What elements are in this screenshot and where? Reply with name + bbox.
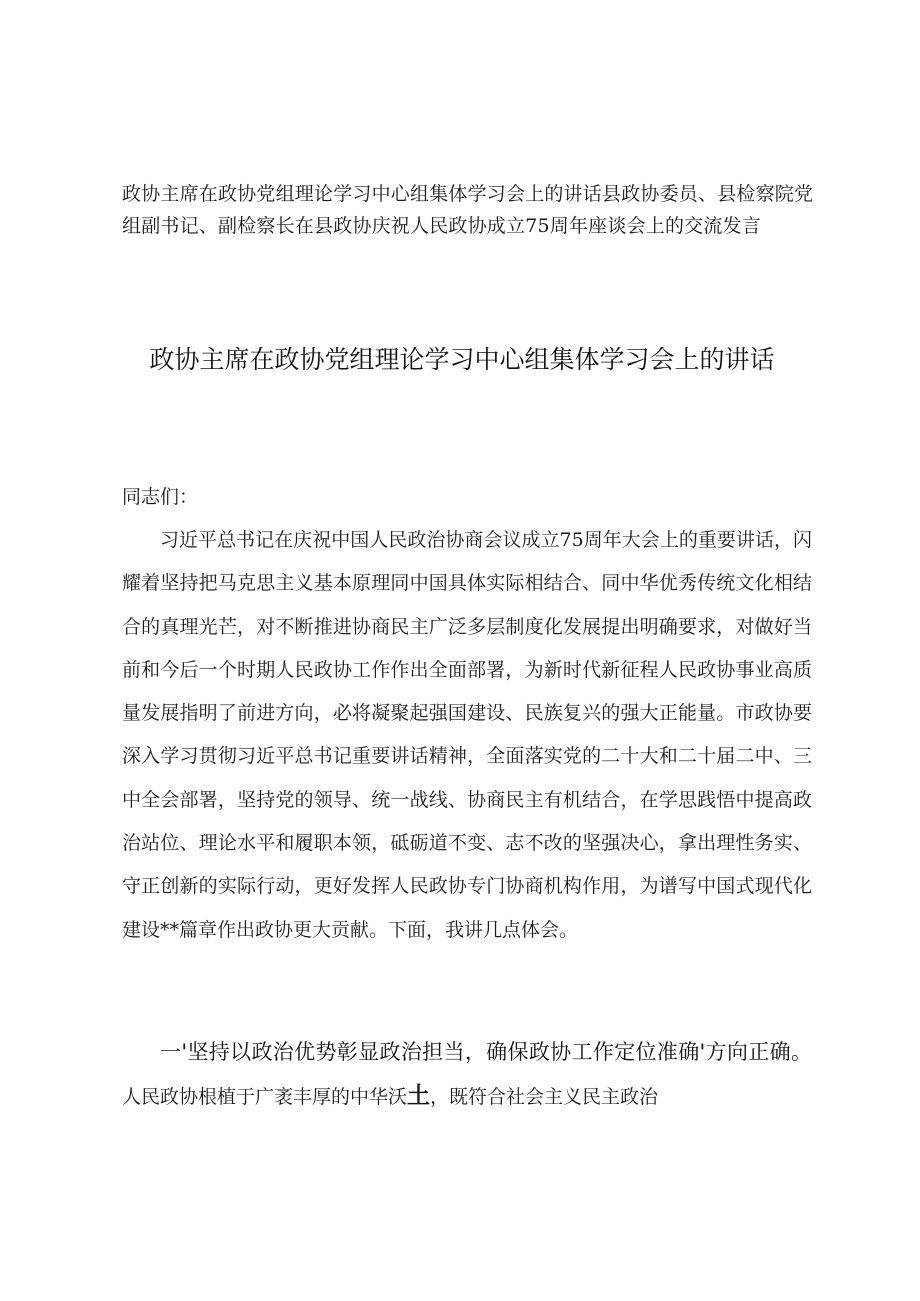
salutation: 同志们： <box>122 486 199 508</box>
section-1-emphasis-char: 土 <box>407 1083 431 1109</box>
section-1-heading: 一'坚持以政治优势彰显政治担当，确保政协工作定位准确'方向正确。 <box>160 1040 812 1064</box>
section-1-paragraph <box>122 1031 812 1119</box>
section-1-text-after: ，既符合社会主义民主政治 <box>430 1086 659 1108</box>
body-paragraph-1: 习近平总书记在庆祝中国人民政治协商会议成立75周年大会上的重要讲话，闪耀着坚持把马克思主义基本原理同中国具体实际相结合、同中华优秀传统文化相结合的真理光芒，对不断推进协商民主广泛多层制度化发展提出明确要求，对做好当前和今后一个时期人民政协工作作出全面部署，为新时代新征程人民政协事业高质量发展指明了前进方向，必将凝聚起强国建设、民族复兴的强大正能量。市政协要深入学习贯彻习近平总书记重要讲话精神，全面落实党的二十大和二十届二中、三中全会部署，坚持党的领导、统一战线、协商民主有机结合，在学思践悟中提高政治站位、理论水平和履职本领，砥砺道不变、志不改的坚强决心，拿出理性务实、守正创新的实际行动，更好发挥人民政协专门协商机构作用，为谱写中国式现代化建设**篇章作出政协更大贡献。下面，我讲几点体会。 <box>122 529 812 941</box>
document-header-text: 政协主席在政协党组理论学习中心组集体学习会上的讲话县政协委员、县检察院党组副书记、副检察长在县政协庆祝人民政协成立75周年座谈会上的交流发言 <box>122 183 814 237</box>
section-1-text-before: 人民政协根植于广袤丰厚的中华沃 <box>122 1086 408 1108</box>
document-title: 政协主席在政协党组理论学习中心组集体学习会上的讲话 <box>149 345 775 374</box>
